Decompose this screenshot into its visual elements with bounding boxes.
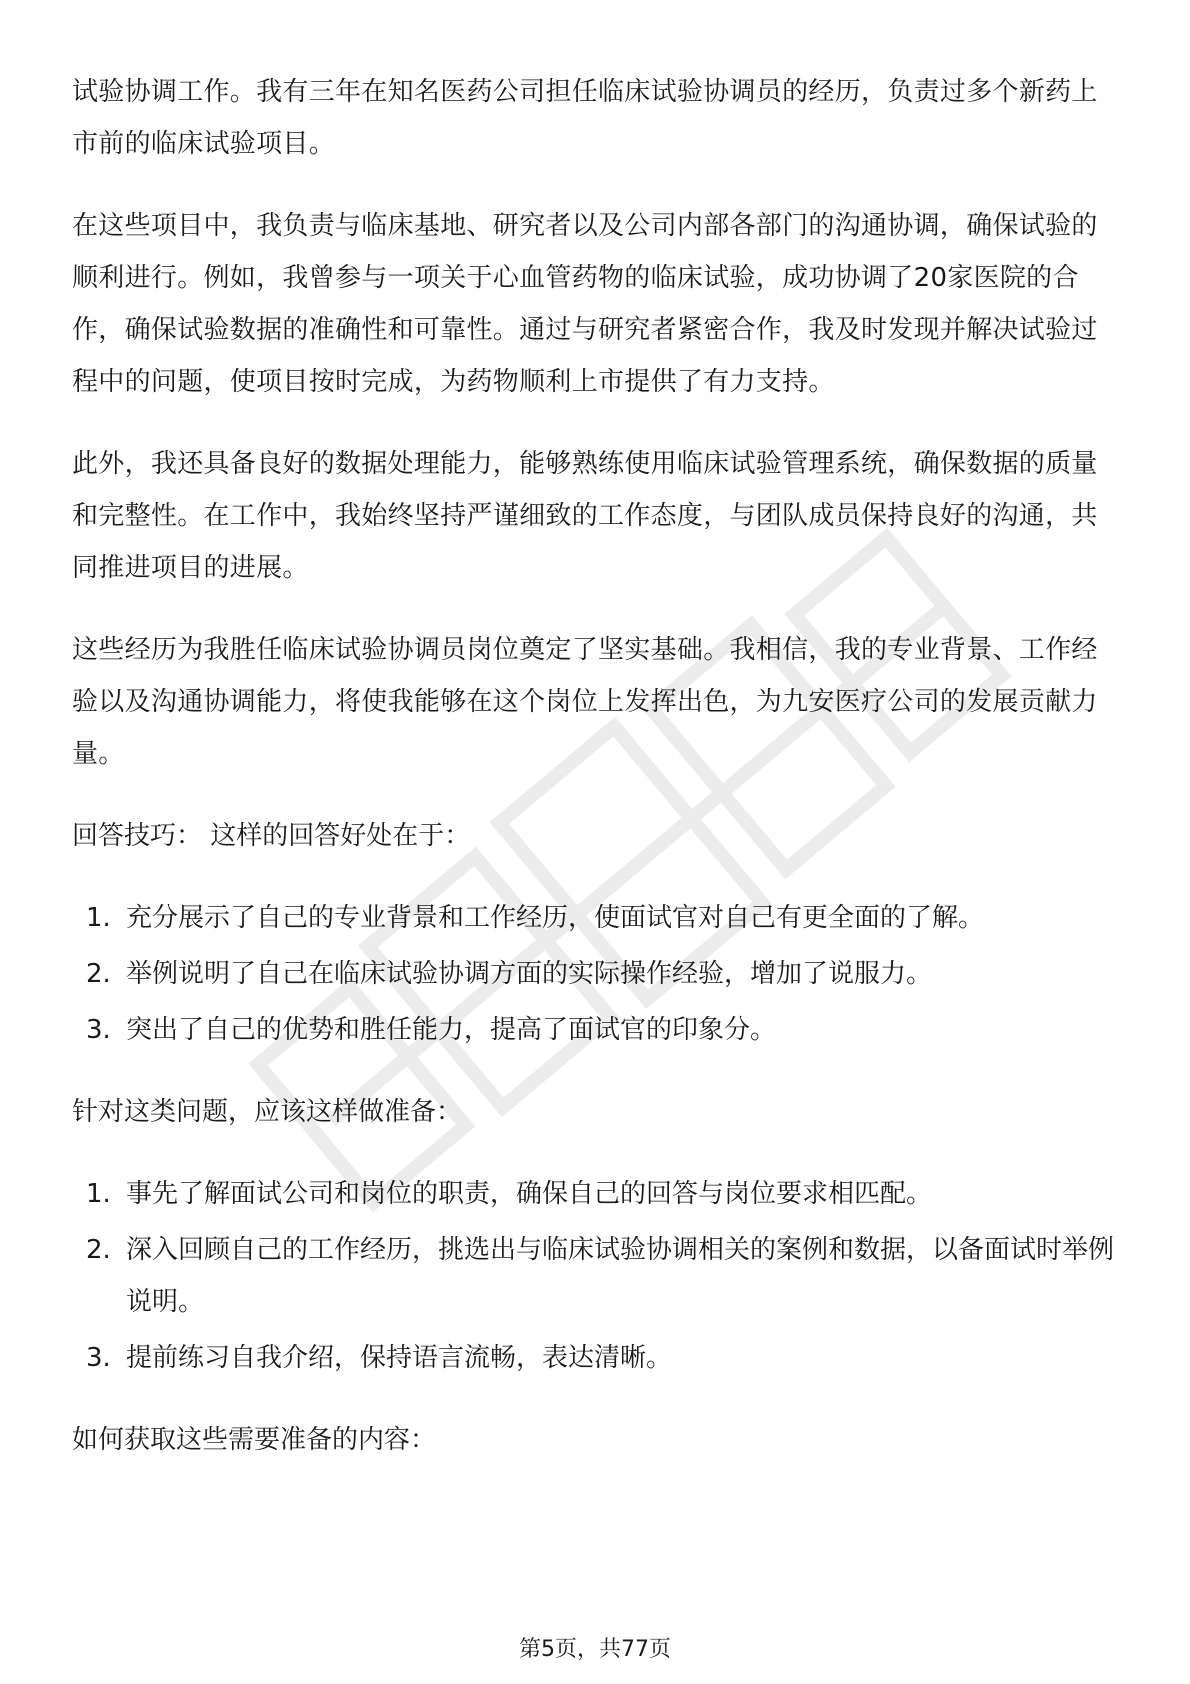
- list-item-text: 充分展示了自己的专业背景和工作经历，使面试官对自己有更全面的了解。: [126, 903, 985, 933]
- list-item-text: 举例说明了自己在临床试验协调方面的实际操作经验，增加了说服力。: [126, 959, 933, 989]
- list-number: 2.: [86, 959, 111, 989]
- tips-heading: 回答技巧： 这样的回答好处在于：: [72, 821, 471, 851]
- list-item-text: 突出了自己的优势和胜任能力，提高了面试官的印象分。: [126, 1015, 777, 1045]
- prep-heading: 针对这类问题，应该这样做准备：: [72, 1097, 463, 1127]
- list-item-text: 事先了解面试公司和岗位的职责，确保自己的回答与岗位要求相匹配。: [126, 1179, 933, 1209]
- list-item: [72, 1004, 1122, 1056]
- list-number: 1.: [86, 1179, 111, 1209]
- paragraph-2: 在这些项目中，我负责与临床基地、研究者以及公司内部各部门的沟通协调，确保试验的顺利进行。例如，我曾参与一项关于心血管药物的临床试验，成功协调了20家医院的合作，确保试验数据的准确性和可靠性。通过与研究者紧密合作，我及时发现并解决试验过程中的问题，使项目按时完成，为药物顺利上市提供了有力支持。: [72, 211, 1098, 397]
- tips-list: [72, 892, 1122, 1056]
- list-number: 3.: [86, 1015, 111, 1045]
- prep-list: [72, 1168, 1122, 1384]
- document-page: [72, 66, 1122, 1496]
- list-number: 2.: [86, 1235, 111, 1265]
- list-item-text: 提前练习自我介绍，保持语言流畅，表达清晰。: [126, 1343, 673, 1373]
- list-item: [72, 892, 1122, 944]
- list-item: [72, 948, 1122, 1000]
- list-number: 3.: [86, 1343, 111, 1373]
- page-footer: 第5页，共77页: [519, 1637, 671, 1662]
- closing-heading: 如何获取这些需要准备的内容：: [72, 1425, 437, 1455]
- list-number: 1.: [86, 903, 111, 933]
- paragraph-1: 试验协调工作。我有三年在知名医药公司担任临床试验协调员的经历，负责过多个新药上市前的临床试验项目。: [72, 77, 1098, 159]
- list-item: [72, 1332, 1122, 1384]
- list-item: [72, 1224, 1122, 1328]
- list-item: [72, 1168, 1122, 1220]
- paragraph-3: 此外，我还具备良好的数据处理能力，能够熟练使用临床试验管理系统，确保数据的质量和完整性。在工作中，我始终坚持严谨细致的工作态度，与团队成员保持良好的沟通，共同推进项目的进展。: [72, 449, 1098, 583]
- paragraph-4: 这些经历为我胜任临床试验协调员岗位奠定了坚实基础。我相信，我的专业背景、工作经验以及沟通协调能力，将使我能够在这个岗位上发挥出色，为九安医疗公司的发展贡献力量。: [72, 635, 1098, 769]
- list-item-text: 深入回顾自己的工作经历，挑选出与临床试验协调相关的案例和数据，以备面试时举例说明。: [126, 1235, 1115, 1317]
